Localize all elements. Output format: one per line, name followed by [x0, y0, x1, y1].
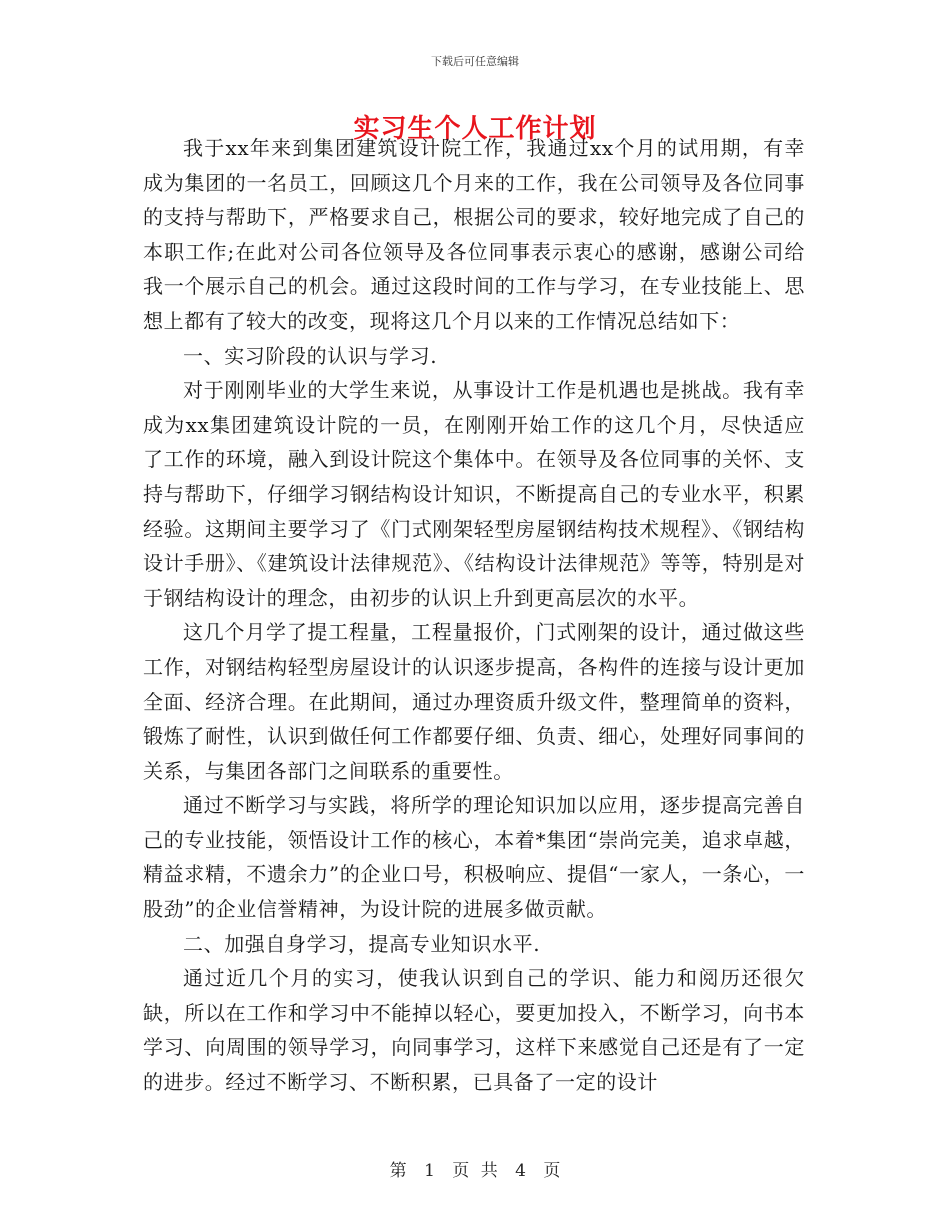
paragraph-section1-a: 对于刚刚毕业的大学生来说，从事设计工作是机遇也是挑战。我有幸成为xx集团建筑设计院的一员，在刚刚开始工作的这几个月，尽快适应了工作的环境，融入到设计院这个集体中。在领导及各位同事的关怀、支持与帮助下，仔细学习钢结构设计知识，不断提高自己的专业水平，积累经验。这期间主要学习了《门式刚架轻型房屋钢结构技术规程》、《钢结构设计手册》、《建筑设计法律规范》、《结构设计法律规范》等等，特别是对于钢结构设计的理念，由初步的认识上升到更高层次的水平。 — [143, 378, 805, 610]
document-title: 实习生个人工作计划 — [353, 114, 597, 144]
footer-prefix: 第 — [389, 1161, 407, 1181]
paragraph-section2-a: 通过近几个月的实习，使我认识到自己的学识、能力和阅历还很欠缺，所以在工作和学习中不能掉以轻心，要更加投入，不断学习，向书本学习、向周围的领导学习，向同事学习，这样下来感觉自己还是有了一定的进步。经过不断学习、不断积累，已具备了一定的设计 — [143, 966, 805, 1095]
paragraph-section1-b: 这几个月学了提工程量，工程量报价，门式刚架的设计，通过做这些工作，对钢结构轻型房屋设计的认识逐步提高，各构件的连接与设计更加全面、经济合理。在此期间，通过办理资质升级文件，整理简单的资料，锻炼了耐性，认识到做任何工作都要仔细、负责、细心，处理好同事间的关系，与集团各部门之间联系的重要性。 — [143, 620, 805, 783]
document-body — [143, 131, 805, 1100]
footer-suffix: 页 — [543, 1161, 561, 1181]
page-footer — [0, 1156, 950, 1181]
footer-middle: 页 共 — [452, 1161, 498, 1181]
section-heading-2: 二、加强自身学习，提高专业知识水平. — [183, 931, 541, 956]
section-heading-1: 一、实习阶段的认识与学习. — [183, 343, 438, 368]
header-note: 下载后可任意编辑 — [431, 55, 519, 68]
paragraph-intro: 我于xx年来到集团建筑设计院工作，我通过xx个月的试用期，有幸成为集团的一名员工，回顾这几个月来的工作，我在公司领导及各位同事的支持与帮助下，严格要求自己，根据公司的要求，较好地完成了自己的本职工作;在此对公司各位领导及各位同事表示衷心的感谢，感谢公司给我一个展示自己的机会。通过这段时间的工作与学习，在专业技能上、思想上都有了较大的改变，现将这几个月以来的工作情况总结如下： — [143, 136, 805, 333]
footer-current-page: 1 — [424, 1161, 435, 1181]
paragraph-section1-c: 通过不断学习与实践，将所学的理论知识加以应用，逐步提高完善自己的专业技能，领悟设计工作的核心，本着*集团“崇尚完美，追求卓越，精益求精，不遗余力”的企业口号，积极响应、提倡“一家人，一条心，一股劲”的企业信誉精神，为设计院的进展多做贡献。 — [143, 793, 805, 922]
footer-total-pages: 4 — [515, 1161, 526, 1181]
